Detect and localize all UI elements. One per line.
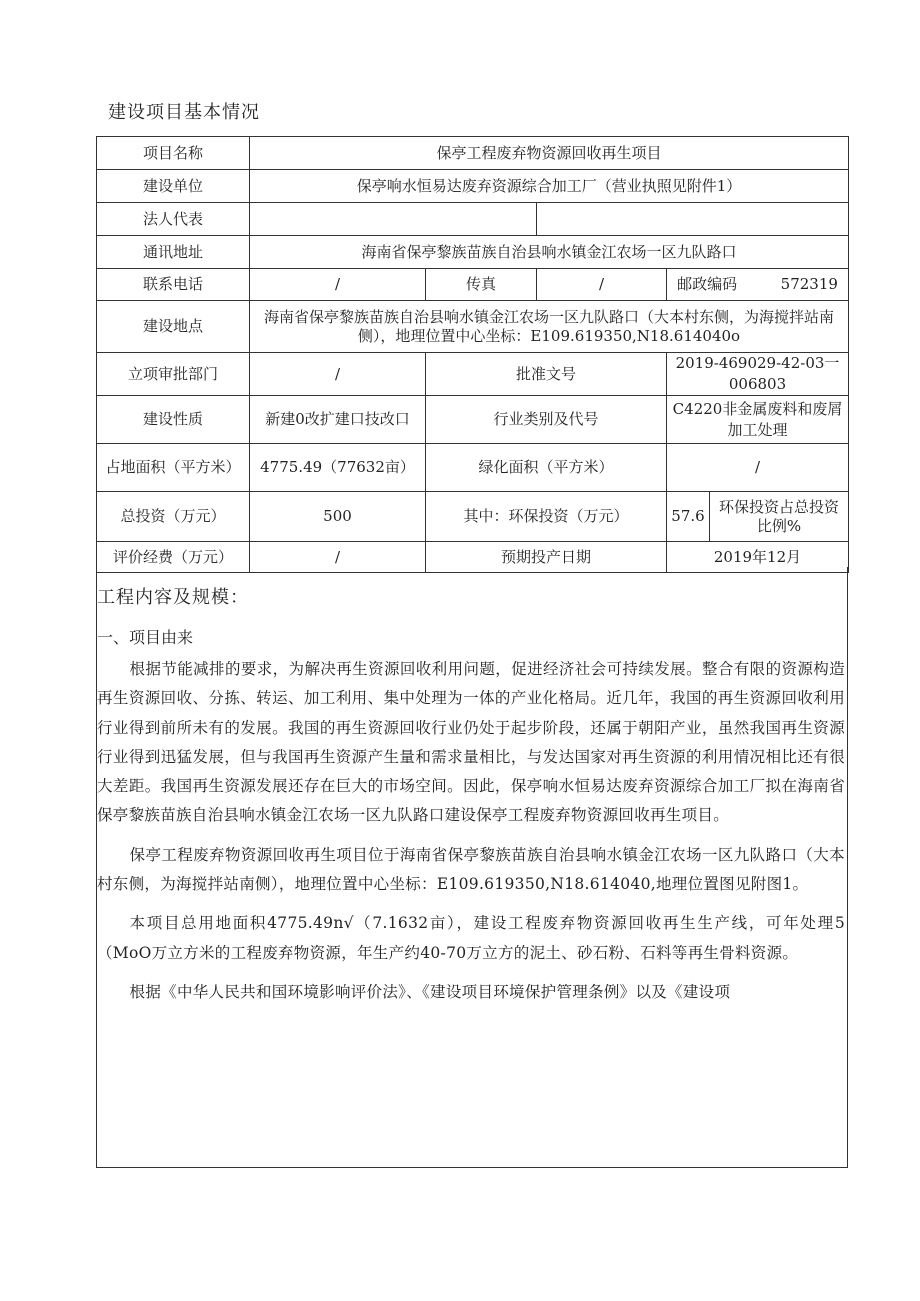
nature-label: 建设性质 [97,396,250,444]
invest-value: 500 [250,492,426,542]
green-label: 绿化面积（平方米） [426,444,667,492]
builder-label: 建设单位 [97,170,250,203]
row-invest [97,492,849,542]
row-legal-rep [97,203,849,236]
fax-label: 传真 [426,269,537,301]
paragraph: 保亭工程废弃物资源回收再生项目位于海南省保亭黎族苗族自治县响水镇金江农场一区九队路口（大本村东侧，为海搅拌站南侧），地理位置中心坐标：E109.619350,N18.614040,地理位置图见附图1。 [97,845,845,894]
paragraph: 本项目总用地面积4775.49n√（7.1632亩），建设工程废弃物资源回收再生生产线，可年处理5（MoO万立方米的工程废弃物资源，年生产约40-70万立方的泥土、砂石粉、石料等再生骨料资源。 [97,914,845,962]
row-nature [97,396,849,444]
section-title: 工程内容及规模： [97,587,249,608]
row-approval [97,353,849,396]
fee-label: 评价经费（万元） [97,542,250,573]
approval-dept-value: / [250,353,426,396]
env-invest-label: 其中：环保投资（万元） [426,492,667,542]
project-name-label: 项目名称 [97,137,250,170]
industry-label: 行业类别及代号 [426,396,667,444]
env-invest-value: 57.6 [667,492,710,542]
document-title: 建设项目基本情况 [108,102,260,123]
address-label: 通讯地址 [97,236,250,269]
approval-dept-label: 立项审批部门 [97,353,250,396]
legal-rep-value [250,203,537,236]
area-label: 占地面积（平方米） [97,444,250,492]
row-contact [97,269,849,301]
row-project-name [97,137,849,170]
date-label: 预期投产日期 [426,542,667,573]
project-name-value: 保亭工程废弃物资源回收再生项目 [250,137,849,170]
site-label: 建设地点 [97,301,250,353]
legal-rep-extra [537,203,849,236]
area-value: 4775.49（77632亩） [250,444,426,492]
nature-value: 新建0改扩建口技改口 [250,396,426,444]
phone-value: / [250,269,426,301]
row-site [97,301,849,353]
industry-value: C4220非金属废料和废屑加工处理 [667,396,849,444]
site-value: 海南省保亭黎族苗族自治县响水镇金江农场一区九队路口（大本村东侧，为海搅拌站南侧），地理位置中心坐标：E109.619350,N18.614040o [250,301,849,353]
builder-value: 保亭响水恒易达废弃资源综合加工厂（营业执照见附件1） [250,170,849,203]
legal-rep-label: 法人代表 [97,203,250,236]
approval-no-value: 2019-469029-42-03一006803 [667,353,849,396]
postcode-label: 邮政编码 [677,275,738,293]
env-ratio-label: 环保投资占总投资比例% [710,492,849,542]
row-address [97,236,849,269]
postcode-cell [667,269,849,301]
content-section [96,567,848,1168]
phone-label: 联系电话 [97,269,250,301]
fax-value: / [537,269,667,301]
sub-title: 一、项目由来 [97,628,194,647]
invest-label: 总投资（万元） [97,492,250,542]
date-value: 2019年12月 [667,542,849,573]
row-builder [97,170,849,203]
paragraph: 根据《中华人民共和国环境影响评价法》、《建设项目环境保护管理条例》以及《建设项 [129,982,731,1001]
approval-no-label: 批准文号 [426,353,667,396]
body-text [97,655,845,1007]
project-info-table [96,136,849,573]
address-value: 海南省保亭黎族苗族自治县响水镇金江农场一区九队路口 [250,236,849,269]
green-value: / [667,444,849,492]
postcode-value: 572319 [780,275,838,293]
row-area [97,444,849,492]
paragraph: 根据节能减排的要求，为解决再生资源回收利用问题，促进经济社会可持续发展。整合有限的资源构造再生资源回收、分拣、转运、加工利用、集中处理为一体的产业化格局。近几年，我国的再生资源回收利用行业得到前所未有的发展。我国的再生资源回收行业仍处于起步阶段，还属于朝阳产业，虽然我国再生资源行业得到迅猛发展，但与我国再生资源产生量和需求量相比，与发达国家对再生资源的利用情况相比还有很大差距。我国再生资源发展还存在巨大的市场空间。因此，保亭响水恒易达废弃资源综合加工厂拟在海南省保亭黎族苗族自治县响水镇金江农场一区九队路口建设保亭工程废弃物资源回收再生项目。 [97,660,845,825]
fee-value: / [250,542,426,573]
